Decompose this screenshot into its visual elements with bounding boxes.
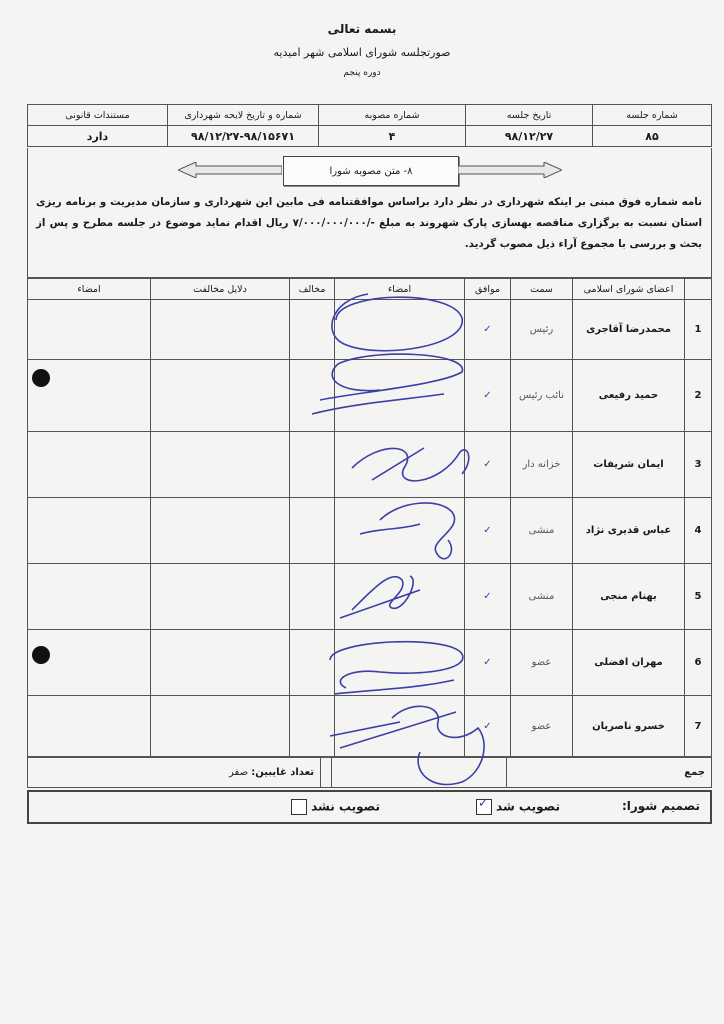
meta-label: شماره و تاریخ لایحه شهرداری: [168, 105, 319, 126]
council-term: دوره پنجم: [343, 68, 381, 78]
table-row: 2 حمید رفیعی نائب رئیس ✓: [28, 360, 712, 432]
signature-cell: [335, 564, 465, 630]
header-position: سمت: [511, 279, 573, 300]
table-row: 3 ایمان شریفات خزانه دار ✓: [28, 432, 712, 498]
rejected-option[interactable]: [291, 799, 380, 815]
check-icon: ✓: [465, 630, 511, 696]
header-disagree: مخالف: [290, 279, 335, 300]
member-role: عضو: [511, 696, 573, 758]
header-members: اعضای شورای اسلامی: [573, 279, 685, 300]
rejected-label: تصویب نشد: [311, 799, 380, 814]
table-row: 4 عباس قدیری نژاد منشی ✓: [28, 498, 712, 564]
header-reasons: دلایل مخالفت: [151, 279, 290, 300]
table-row: 1 محمدرضا آقاجری رئیس ✓: [28, 300, 712, 360]
session-date: ۹۸/۱۲/۲۷: [466, 126, 593, 147]
meta-label: شماره مصوبه: [319, 105, 466, 126]
member-name: مهران افضلی: [573, 630, 685, 696]
rejected-checkbox[interactable]: [291, 799, 307, 815]
member-role: منشی: [511, 564, 573, 630]
member-role: نائب رئیس: [511, 360, 573, 432]
check-icon: ✓: [465, 564, 511, 630]
member-name: محمدرضا آقاجری: [573, 300, 685, 360]
resolution-text-section: [27, 148, 712, 278]
check-icon: ✓: [477, 796, 489, 811]
meeting-meta-table: [27, 104, 712, 147]
member-name: خسرو ناصریان: [573, 696, 685, 758]
header-signature: امضاء: [335, 279, 465, 300]
table-row: 6 مهران افضلی عضو ✓: [28, 630, 712, 696]
check-icon: ✓: [465, 498, 511, 564]
legal-documents: دارد: [28, 126, 168, 147]
signature-cell: [335, 630, 465, 696]
check-icon: ✓: [465, 432, 511, 498]
header-signature-2: امضاء: [28, 279, 151, 300]
signature-cell: [335, 696, 465, 758]
session-number: ۸۵: [593, 126, 712, 147]
check-icon: ✓: [465, 696, 511, 758]
resolution-number: ۴: [319, 126, 466, 147]
signature-cell: [335, 432, 465, 498]
approved-label: تصویب شد: [496, 799, 560, 814]
footer-table: [27, 756, 712, 788]
table-row: 7 خسرو ناصریان عضو ✓: [28, 696, 712, 758]
meta-label: شماره جلسه: [593, 105, 712, 126]
member-role: رئیس: [511, 300, 573, 360]
member-role: منشی: [511, 498, 573, 564]
member-name: عباس قدیری نژاد: [573, 498, 685, 564]
absent-value: صفر: [229, 766, 249, 778]
member-name: ایمان شریفات: [573, 432, 685, 498]
member-role: عضو: [511, 630, 573, 696]
table-row: 5 بهنام منجی منشی ✓: [28, 564, 712, 630]
check-icon: ✓: [465, 300, 511, 360]
meta-label: مستندات قانونی: [28, 105, 168, 126]
resolution-body: نامه شماره فوق مبنی بر اینکه شهرداری در نظر دارد براساس موافقتنامه فی مابین این شهرداری و سازمان مدیریت و برنامه ریزی استان نسبت به برگزاری مناقصه بهسازی پارک شهروند به مبلغ -/۷/۰۰۰/۰۰۰/۰۰۰ ریال اقدام نماید موضوع در جلسه مطرح و پس از بحث و بررسی با مجموع آراء ذیل مصوب گردید.: [36, 196, 702, 250]
document-subtitle: صورتجلسه شورای اسلامی شهر امیدیه: [273, 46, 451, 59]
signature-cell: [335, 300, 465, 360]
sum-label: جمع: [507, 757, 712, 788]
approved-checkbox[interactable]: [476, 796, 492, 815]
signature-cell: [335, 360, 465, 432]
member-role: خزانه دار: [511, 432, 573, 498]
document-heading: بسمه تعالی: [327, 22, 397, 36]
absent-label: تعداد غایبین:: [251, 766, 314, 778]
absent-count: [28, 757, 321, 788]
header-agree: موافق: [465, 279, 511, 300]
signature-cell: [335, 498, 465, 564]
decision-label: تصمیم شورا:: [621, 799, 700, 813]
approved-option[interactable]: [476, 796, 560, 815]
member-name: بهنام منجی: [573, 564, 685, 630]
arrow-right-icon: [458, 162, 562, 178]
check-icon: ✓: [465, 360, 511, 432]
meta-label: تاریخ جلسه: [466, 105, 593, 126]
arrow-left-icon: [178, 162, 282, 178]
council-decision: [27, 790, 712, 824]
member-name: حمید رفیعی: [573, 360, 685, 432]
members-table: [27, 278, 712, 758]
bill-number-date: ۹۸/۱۲/۲۷-۹۸/۱۵۶۷۱: [168, 126, 319, 147]
section-title: ۸- متن مصوبه شورا: [283, 156, 459, 186]
